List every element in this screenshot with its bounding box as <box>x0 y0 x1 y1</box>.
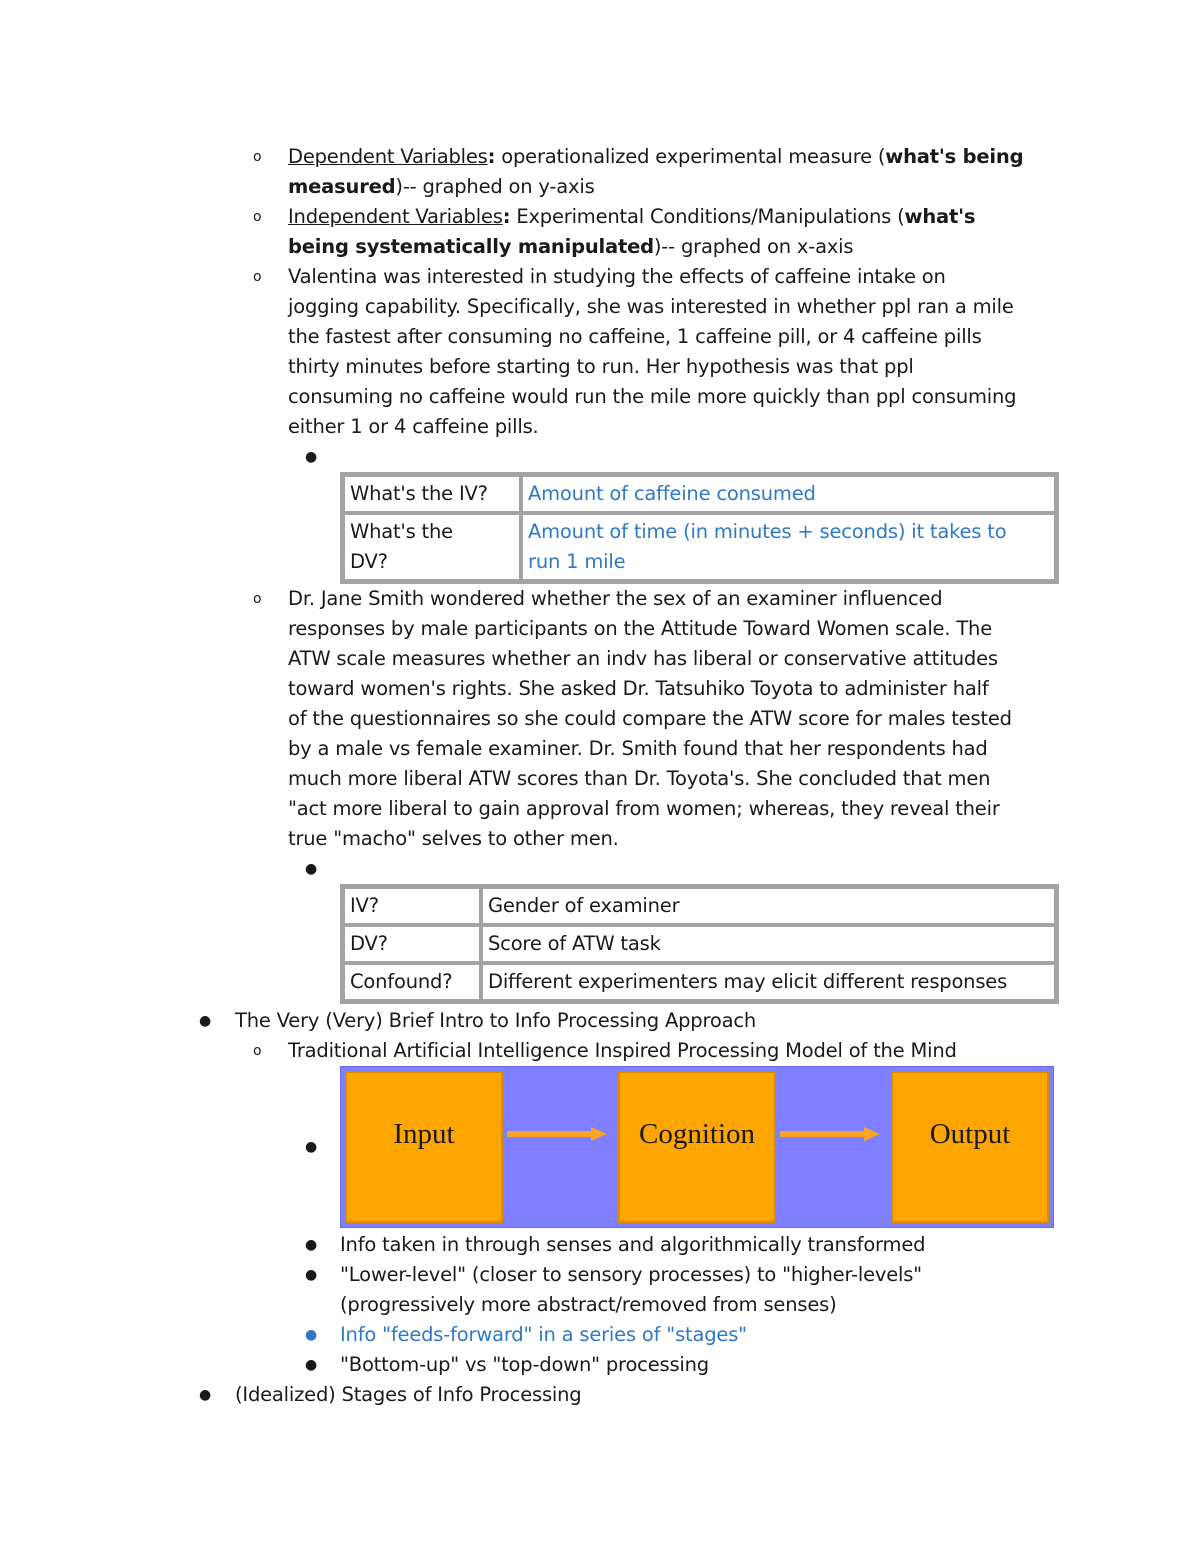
table-cell: Score of ATW task <box>481 925 1056 963</box>
cognition-box: Cognition <box>618 1071 776 1223</box>
dv-label: Dependent Variables <box>288 145 488 168</box>
dv-colon: : <box>487 145 496 168</box>
valentina-line-3: the fastest after consuming no caffeine, 1 caffeine pill, or 4 caffeine pills <box>288 325 982 348</box>
table-cell <box>343 513 521 581</box>
point-lower-level-cont: (progressively more abstract/removed from senses) <box>340 1293 837 1316</box>
iv-label: Independent Variables <box>288 205 503 228</box>
table-cell: DV? <box>343 925 481 963</box>
valentina-line-2: jogging capability. Specifically, she was interested in whether ppl ran a mile <box>288 295 1014 318</box>
dot-bullet-icon: ● <box>199 1387 212 1403</box>
dot-bullet-icon: ● <box>305 449 318 465</box>
point-senses: Info taken in through senses and algorithmically transformed <box>340 1233 926 1256</box>
input-cognition-output-diagram <box>340 1066 1054 1228</box>
output-box: Output <box>891 1071 1049 1223</box>
table-cell: What's the IV? <box>343 475 521 513</box>
table-cell: IV? <box>343 887 481 925</box>
circle-bullet-icon: o <box>253 269 262 285</box>
dv-text-1: operationalized experimental measure ( <box>495 145 886 168</box>
circle-bullet-icon: o <box>253 1043 262 1059</box>
iv-text-1: Experimental Conditions/Manipulations ( <box>510 205 905 228</box>
section-title-stages: (Idealized) Stages of Info Processing <box>235 1383 582 1406</box>
table-cell: Gender of examiner <box>481 887 1056 925</box>
point-lower-level: "Lower-level" (closer to sensory processes) to "higher-levels" <box>340 1263 922 1286</box>
smith-line-1: Dr. Jane Smith wondered whether the sex of an examiner influenced <box>288 587 943 610</box>
iv-dv-table-atw <box>340 884 1059 1004</box>
dv-bold-2: measured <box>288 175 396 198</box>
circle-bullet-icon: o <box>253 209 262 225</box>
dv-line-1 <box>288 142 1023 172</box>
smith-line-3: ATW scale measures whether an indv has liberal or conservative attitudes <box>288 647 998 670</box>
smith-line-6: by a male vs female examiner. Dr. Smith found that her respondents had <box>288 737 988 760</box>
iv-dv-table-caffeine <box>340 472 1059 584</box>
table-cell: Confound? <box>343 963 481 1001</box>
table-cell-line: run 1 mile <box>528 550 626 573</box>
smith-line-8: "act more liberal to gain approval from women; whereas, they reveal their <box>288 797 1000 820</box>
valentina-line-6: either 1 or 4 caffeine pills. <box>288 415 539 438</box>
table-cell-line: What's the <box>350 520 453 543</box>
input-box: Input <box>345 1071 503 1223</box>
dot-bullet-icon: ● <box>305 1327 318 1343</box>
dv-text-2: )-- graphed on y-axis <box>395 175 595 198</box>
table-cell <box>521 513 1056 581</box>
arrow-right-icon <box>507 1127 607 1141</box>
circle-bullet-icon: o <box>253 591 262 607</box>
dot-bullet-icon: ● <box>305 1237 318 1253</box>
smith-line-4: toward women's rights. She asked Dr. Tatsuhiko Toyota to administer half <box>288 677 989 700</box>
table-cell: Different experimenters may elicit different responses <box>481 963 1056 1001</box>
table-row <box>343 513 1056 581</box>
valentina-line-1: Valentina was interested in studying the effects of caffeine intake on <box>288 265 946 288</box>
section-title-info-processing: The Very (Very) Brief Intro to Info Processing Approach <box>235 1009 757 1032</box>
smith-line-7: much more liberal ATW scores than Dr. Toyota's. She concluded that men <box>288 767 991 790</box>
iv-colon: : <box>502 205 511 228</box>
valentina-line-5: consuming no caffeine would run the mile more quickly than ppl consuming <box>288 385 1017 408</box>
table-row <box>343 887 1056 925</box>
dot-bullet-icon: ● <box>305 1267 318 1283</box>
table-cell-line: DV? <box>350 550 388 573</box>
dot-bullet-icon: ● <box>305 861 318 877</box>
smith-line-5: of the questionnaires so she could compare the ATW score for males tested <box>288 707 1012 730</box>
iv-bold-2: being systematically manipulated <box>288 235 654 258</box>
circle-bullet-icon: o <box>253 149 262 165</box>
table-cell: Amount of caffeine consumed <box>521 475 1056 513</box>
arrow-right-icon <box>780 1127 880 1141</box>
point-bottom-up: "Bottom-up" vs "top-down" processing <box>340 1353 709 1376</box>
ai-model-subtitle: Traditional Artificial Intelligence Inspired Processing Model of the Mind <box>288 1039 957 1062</box>
dot-bullet-icon: ● <box>305 1357 318 1373</box>
table-cell-line: Amount of time (in minutes + seconds) it takes to <box>528 520 1007 543</box>
valentina-line-4: thirty minutes before starting to run. Her hypothesis was that ppl <box>288 355 914 378</box>
table-row <box>343 963 1056 1001</box>
dv-line-2 <box>288 172 595 202</box>
table-row <box>343 925 1056 963</box>
iv-line-1 <box>288 202 975 232</box>
smith-line-9: true "macho" selves to other men. <box>288 827 619 850</box>
point-feeds-forward: Info "feeds-forward" in a series of "stages" <box>340 1323 747 1346</box>
iv-text-2: )-- graphed on x-axis <box>653 235 854 258</box>
smith-line-2: responses by male participants on the Attitude Toward Women scale. The <box>288 617 993 640</box>
dot-bullet-icon: ● <box>199 1013 212 1029</box>
table-row <box>343 475 1056 513</box>
iv-bold-1: what's <box>904 205 976 228</box>
iv-line-2 <box>288 232 853 262</box>
dv-bold-1: what's being <box>885 145 1024 168</box>
dot-bullet-icon: ● <box>305 1139 318 1155</box>
